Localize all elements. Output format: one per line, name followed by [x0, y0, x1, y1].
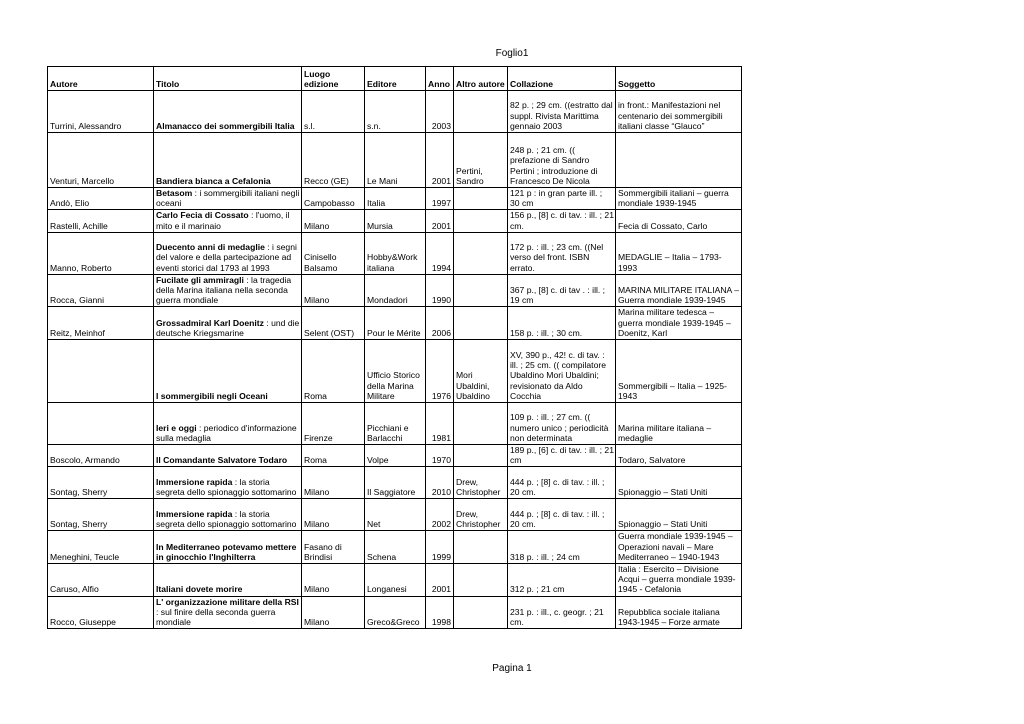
header-collazione: Collazione	[508, 67, 616, 91]
cell-titolo	[154, 499, 302, 531]
cell-collazione: 248 p. ; 21 cm. (( prefazione di Sandro Pertini ; introduzione di Francesco De Nicola	[508, 133, 616, 188]
cell-altro-autore	[454, 531, 508, 564]
cell-titolo	[154, 467, 302, 499]
title-main: Grossadmiral Karl Doenitz	[156, 317, 264, 328]
cell-autore: Rastelli, Achille	[48, 210, 154, 232]
title-main: Fucilate gli ammiragli	[156, 274, 244, 285]
title-main: Immersione rapida	[156, 477, 233, 488]
cell-titolo	[154, 445, 302, 467]
cell-luogo: Roma	[302, 445, 365, 467]
title-subtitle: : und die deutsche Kriegsmarine	[156, 317, 300, 338]
table-row	[48, 467, 742, 499]
cell-luogo: Recco (GE)	[302, 133, 365, 188]
cell-anno: 2001	[426, 133, 454, 188]
cell-anno: 2001	[426, 210, 454, 232]
title-main: L' organizzazione militare della RSI	[156, 596, 299, 607]
cell-soggetto: Todaro, Salvatore	[616, 445, 742, 467]
cell-altro-autore: Drew, Christopher	[454, 467, 508, 499]
cell-soggetto: Fecia di Cossato, Carlo	[616, 210, 742, 232]
header-soggetto: Soggetto	[616, 67, 742, 91]
cell-editore: Net	[365, 499, 426, 531]
cell-anno: 1976	[426, 340, 454, 403]
cell-collazione: 444 p. ; [8] c. di tav. : ill. ; 20 cm.	[508, 467, 616, 499]
cell-titolo	[154, 91, 302, 133]
header-altro-autore: Altro autore	[454, 67, 508, 91]
cell-editore: Picchiani e Barlacchi	[365, 403, 426, 445]
cell-titolo	[154, 307, 302, 340]
cell-anno: 2006	[426, 307, 454, 340]
cell-editore: Pour le Mérite	[365, 307, 426, 340]
cell-luogo: Firenze	[302, 403, 365, 445]
table-row	[48, 403, 742, 445]
catalog-table	[47, 66, 742, 629]
cell-autore: Reitz, Meinhof	[48, 307, 154, 340]
cell-soggetto: in front.: Manifestazioni nel centenario dei sommergibili italiani classe “Glauco”	[616, 91, 742, 133]
table-row	[48, 232, 742, 274]
cell-editore: s.n.	[365, 91, 426, 133]
cell-luogo: Milano	[302, 499, 365, 531]
header-autore: Autore	[48, 67, 154, 91]
title-main: Betasom	[156, 188, 193, 198]
cell-collazione: XV, 390 p., 42! c. di tav. : ill. ; 25 cm. (( compilatore Ubaldino Mori Ubaldini; revisionato da Aldo Cocchia	[508, 340, 616, 403]
title-subtitle: : la storia segreta dello spionaggio sottomarino	[156, 509, 297, 530]
table-row	[48, 91, 742, 133]
table-row	[48, 274, 742, 307]
cell-autore: Manno, Roberto	[48, 232, 154, 274]
cell-luogo: s.l.	[302, 91, 365, 133]
cell-collazione: 444 p. ; [8] c. di tav. : ill. ; 20 cm.	[508, 499, 616, 531]
cell-autore: Boscolo, Armando	[48, 445, 154, 467]
table-row	[48, 210, 742, 232]
cell-soggetto: Repubblica sociale italiana 1943-1945 – Forze armate	[616, 596, 742, 629]
table-row	[48, 596, 742, 629]
header-anno: Anno	[426, 67, 454, 91]
cell-editore: Hobby&Work italiana	[365, 232, 426, 274]
title-main: In Mediterraneo potevamo mettere in ginocchio l'Inghilterra	[156, 541, 297, 562]
title-subtitle: : i segni del valore e della partecipazione ad eventi storici dal 1793 al 1993	[156, 242, 297, 273]
cell-collazione: 231 p. : ill., c. geogr. ; 21 cm.	[508, 596, 616, 629]
title-main: Italiani dovete morire	[156, 584, 243, 595]
header-luogo: Luogo edizione	[302, 67, 365, 91]
cell-soggetto: Sommergibili – Italia – 1925-1943	[616, 340, 742, 403]
cell-editore: Mondadori	[365, 274, 426, 307]
cell-soggetto: MEDAGLIE – Italia – 1793-1993	[616, 232, 742, 274]
cell-collazione: 312 p. ; 21 cm	[508, 564, 616, 597]
cell-autore: Sontag, Sherry	[48, 467, 154, 499]
cell-soggetto: Marina militare italiana – medaglie	[616, 403, 742, 445]
cell-luogo: Roma	[302, 340, 365, 403]
cell-altro-autore	[454, 274, 508, 307]
cell-altro-autore	[454, 596, 508, 629]
title-main: Immersione rapida	[156, 509, 233, 520]
cell-soggetto: Spionaggio – Stati Uniti	[616, 467, 742, 499]
cell-anno: 2003	[426, 91, 454, 133]
cell-luogo: Milano	[302, 564, 365, 597]
cell-luogo: Selent (OST)	[302, 307, 365, 340]
table-row	[48, 188, 742, 210]
cell-editore: Le Mani	[365, 133, 426, 188]
cell-anno: 2002	[426, 499, 454, 531]
cell-titolo	[154, 232, 302, 274]
cell-soggetto: Sommergibili italiani – guerra mondiale 1939-1945	[616, 188, 742, 210]
title-main: I sommergibili negli Oceani	[156, 390, 268, 401]
cell-titolo	[154, 403, 302, 445]
cell-anno: 1970	[426, 445, 454, 467]
cell-soggetto: Marina militare tedesca – guerra mondiale 1939-1945 – Doenitz, Karl	[616, 307, 742, 340]
cell-collazione: 189 p., [6] c. di tav. : ill. ; 21 cm	[508, 445, 616, 467]
cell-altro-autore: Mori Ubaldini, Ubaldino	[454, 340, 508, 403]
table-row	[48, 499, 742, 531]
cell-collazione: 318 p. : ill. ; 24 cm	[508, 531, 616, 564]
cell-luogo: Fasano di Brindisi	[302, 531, 365, 564]
cell-autore	[48, 340, 154, 403]
cell-soggetto: Guerra mondiale 1939-1945 – Operazioni navali – Mare Mediterraneo – 1940-1943	[616, 531, 742, 564]
table-row	[48, 307, 742, 340]
cell-titolo	[154, 564, 302, 597]
cell-editore: Mursia	[365, 210, 426, 232]
cell-luogo: Milano	[302, 274, 365, 307]
header-titolo: Titolo	[154, 67, 302, 91]
cell-collazione: 82 p. ; 29 cm. ((estratto dal suppl. Rivista Marittima gennaio 2003	[508, 91, 616, 133]
cell-anno: 1999	[426, 531, 454, 564]
cell-altro-autore	[454, 564, 508, 597]
cell-editore: Italia	[365, 188, 426, 210]
cell-editore: Greco&Greco	[365, 596, 426, 629]
page-footer: Pagina 1	[492, 663, 532, 674]
cell-altro-autore	[454, 403, 508, 445]
cell-collazione: 109 p. : ill. ; 27 cm. (( numero unico ; periodicità non determinata	[508, 403, 616, 445]
cell-collazione: 367 p., [8] c. di tav . : ill. ; 19 cm	[508, 274, 616, 307]
cell-anno: 2010	[426, 467, 454, 499]
cell-soggetto: Italia : Esercito – Divisione Acqui – guerra mondiale 1939-1945 - Cefalonia	[616, 564, 742, 597]
cell-titolo	[154, 274, 302, 307]
cell-collazione: 121 p : in gran parte ill. ; 30 cm	[508, 188, 616, 210]
cell-altro-autore	[454, 307, 508, 340]
cell-anno: 1994	[426, 232, 454, 274]
table-row	[48, 340, 742, 403]
cell-anno: 1981	[426, 403, 454, 445]
cell-collazione: 158 p. : ill. ; 30 cm.	[508, 307, 616, 340]
cell-editore: Volpe	[365, 445, 426, 467]
table-row	[48, 564, 742, 597]
cell-autore: Sontag, Sherry	[48, 499, 154, 531]
cell-autore: Caruso, Alfio	[48, 564, 154, 597]
cell-autore: Rocca, Gianni	[48, 274, 154, 307]
cell-autore: Venturi, Marcello	[48, 133, 154, 188]
table-row	[48, 133, 742, 188]
cell-soggetto: Spionaggio – Stati Uniti	[616, 499, 742, 531]
cell-altro-autore	[454, 91, 508, 133]
cell-collazione: 172 p. : ill. ; 23 cm. ((Nel verso del front. ISBN errato.	[508, 232, 616, 274]
cell-titolo	[154, 210, 302, 232]
table-row	[48, 445, 742, 467]
title-main: Bandiera bianca a Cefalonia	[156, 175, 271, 186]
header-editore: Editore	[365, 67, 426, 91]
cell-titolo	[154, 596, 302, 629]
cell-collazione: 156 p., [8] c. di tav. : ill. ; 21 cm.	[508, 210, 616, 232]
cell-luogo: Milano	[302, 467, 365, 499]
title-subtitle: : la tragedia della Marina italiana nella seconda guerra mondiale	[156, 274, 292, 306]
header-row	[48, 67, 742, 91]
cell-altro-autore	[454, 188, 508, 210]
cell-anno: 1990	[426, 274, 454, 307]
table-body	[48, 91, 742, 629]
cell-titolo	[154, 133, 302, 188]
cell-titolo	[154, 340, 302, 403]
cell-luogo: Milano	[302, 210, 365, 232]
title-main: Duecento anni di medaglie	[156, 242, 265, 253]
title-subtitle: : sul finire della seconda guerra mondiale	[156, 606, 276, 628]
cell-autore	[48, 403, 154, 445]
title-main: Il Comandante Salvatore Todaro	[156, 455, 288, 466]
cell-anno: 1997	[426, 188, 454, 210]
cell-soggetto	[616, 133, 742, 188]
title-subtitle: : i sommergibili italiani negli oceani	[156, 188, 300, 209]
cell-luogo: Cinisello Balsamo	[302, 232, 365, 274]
cell-anno: 1998	[426, 596, 454, 629]
cell-titolo	[154, 188, 302, 210]
title-subtitle: : periodico d'informazione sulla medaglia	[156, 422, 297, 443]
title-main: Almanacco dei sommergibili Italia	[156, 120, 295, 131]
cell-altro-autore	[454, 232, 508, 274]
cell-autore: Andò, Elio	[48, 188, 154, 210]
cell-altro-autore: Pertini, Sandro	[454, 133, 508, 188]
title-main: Carlo Fecia di Cossato	[156, 210, 249, 221]
cell-altro-autore	[454, 445, 508, 467]
cell-luogo: Milano	[302, 596, 365, 629]
cell-editore: Il Saggiatore	[365, 467, 426, 499]
title-subtitle: : l'uomo, il mito e il marinaio	[156, 210, 290, 231]
title-subtitle: : la storia segreta dello spionaggio sottomarino	[156, 477, 297, 498]
cell-luogo: Campobasso	[302, 188, 365, 210]
table-row	[48, 531, 742, 564]
sheet-title: Foglio1	[495, 48, 529, 59]
cell-anno: 2001	[426, 564, 454, 597]
cell-altro-autore	[454, 210, 508, 232]
cell-editore: Schena	[365, 531, 426, 564]
cell-soggetto: MARINA MILITARE ITALIANA – Guerra mondiale 1939-1945	[616, 274, 742, 307]
cell-autore: Turrini, Alessandro	[48, 91, 154, 133]
title-main: Ieri e oggi	[156, 422, 197, 433]
cell-editore: Ufficio Storico della Marina Militare	[365, 340, 426, 403]
cell-autore: Rocco, Giuseppe	[48, 596, 154, 629]
cell-altro-autore: Drew, Christopher	[454, 499, 508, 531]
cell-autore: Meneghini, Teucle	[48, 531, 154, 564]
cell-titolo	[154, 531, 302, 564]
cell-editore: Longanesi	[365, 564, 426, 597]
